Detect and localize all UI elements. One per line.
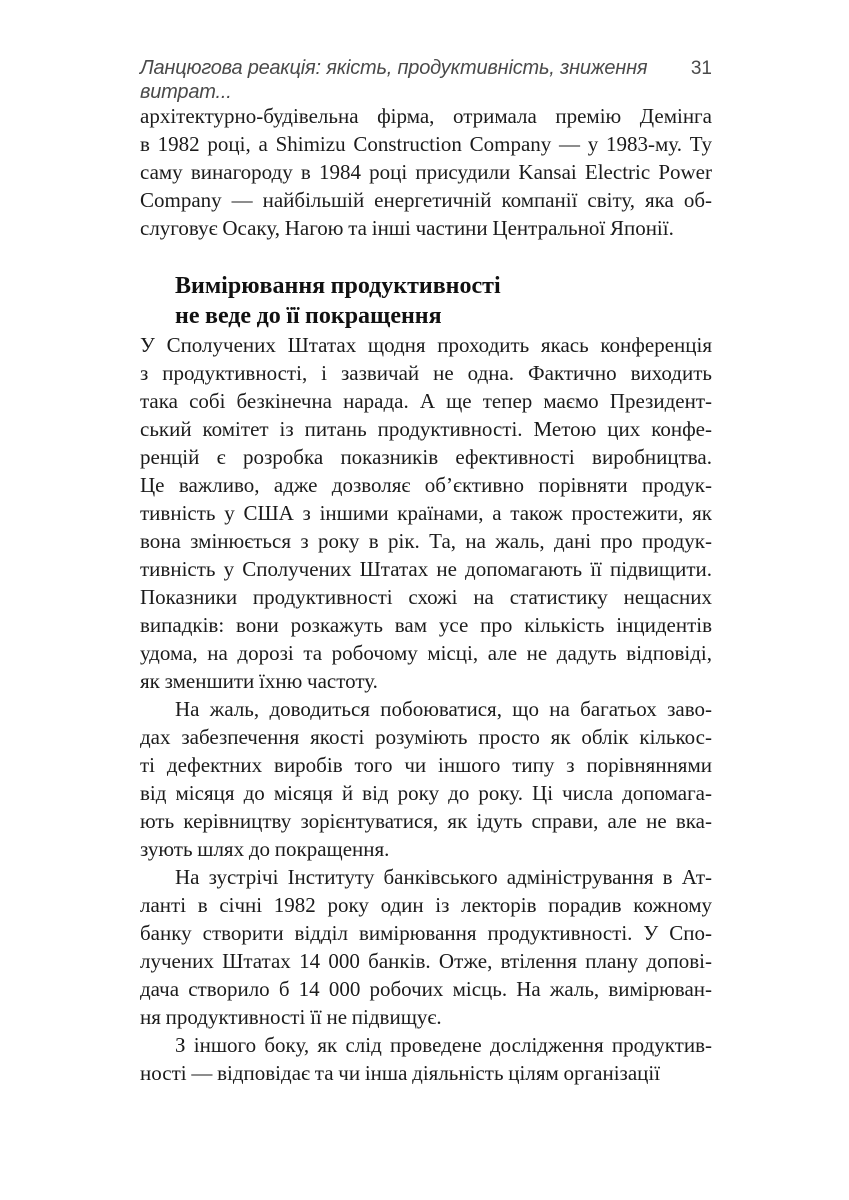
text-line: банку створити відділ вимірювання продуктивності. У Спо- xyxy=(140,921,712,945)
text-line: На жаль, доводиться побоюватися, що на багатьох заво- xyxy=(175,697,712,721)
text-line: ють керівництву зорієнтуватися, як ідуть справи, але не вка- xyxy=(140,809,712,833)
text-line: слуговує Осаку, Нагою та інші частини Центральної Японії. xyxy=(140,216,674,240)
paragraph xyxy=(140,695,712,863)
text-line: дах забезпечення якості розуміють просто як облік кількос- xyxy=(140,725,712,749)
text-line: На зустрічі Інституту банківського адміністрування в Ат- xyxy=(175,865,712,889)
heading-line: Вимірювання продуктивності xyxy=(175,273,501,299)
text-line: від місяця до місяця й від року до року. Ці числа допомага- xyxy=(140,781,712,805)
paragraph xyxy=(140,331,712,695)
text-line: як зменшити їхню частоту. xyxy=(140,669,378,693)
text-line: в 1982 році, а Shimizu Construction Company — у 1983-му. Ту xyxy=(140,132,712,156)
text-line: вона змінюється з року в рік. Та, на жаль, дані про продук- xyxy=(140,529,712,553)
text-line: ський комітет із питань продуктивності. Метою цих конфе- xyxy=(140,417,712,441)
paragraph xyxy=(140,102,712,242)
text-line: ренцій є розробка показників ефективності виробництва. xyxy=(140,445,712,469)
text-line: випадків: вони розкажуть вам усе про кількість інцидентів xyxy=(140,613,712,637)
text-line: зують шлях до покращення. xyxy=(140,837,390,861)
text-line: дача створило б 14 000 робочих місць. На жаль, вимірюван- xyxy=(140,977,712,1001)
heading-line: не веде до її покращення xyxy=(175,303,442,329)
text-line: ті дефектних виробів того чи іншого типу з порівняннями xyxy=(140,753,712,777)
text-line: Це важливо, адже дозволяє об’єктивно порівняти продук- xyxy=(140,473,712,497)
running-header xyxy=(140,56,712,104)
text-line: Company — найбільшій енергетичній компанії світу, яка об- xyxy=(140,188,712,212)
text-line: ня продуктивності її не підвищує. xyxy=(140,1005,442,1029)
text-line: тивність у Сполучених Штатах не допомагають її підвищити. xyxy=(140,557,712,581)
text-line: З іншого боку, як слід проведене дослідження продуктив- xyxy=(175,1033,712,1057)
text-line: У Сполучених Штатах щодня проходить якась конференція xyxy=(140,333,712,357)
text-line: саму винагороду в 1984 році присудили Kansai Electric Power xyxy=(140,160,712,184)
running-title: Ланцюгова реакція: якість, продуктивність, зниження витрат... xyxy=(140,57,648,103)
page-number: 31 xyxy=(690,58,712,79)
paragraph xyxy=(140,1031,712,1087)
text-line: удома, на дорозі та робочому місці, але не дадуть відповіді, xyxy=(140,641,712,665)
section-heading xyxy=(140,271,712,331)
text-line: тивність у США з іншими країнами, а також простежити, як xyxy=(140,501,712,525)
text-line: Показники продуктивності схожі на статистику нещасних xyxy=(140,585,712,609)
text-line: ності — відповідає та чи інша діяльність цілям організації xyxy=(140,1061,661,1085)
page-body xyxy=(140,102,712,1087)
text-line: лучених Штатах 14 000 банків. Отже, втілення плану допові- xyxy=(140,949,712,973)
text-line: ланті в січні 1982 року один із лекторів порадив кожному xyxy=(140,893,712,917)
paragraph xyxy=(140,863,712,1031)
text-line: така собі безкінечна нарада. А ще тепер маємо Президент- xyxy=(140,389,712,413)
text-line: архітектурно-будівельна фірма, отримала премію Демінга xyxy=(140,104,712,128)
text-line: з продуктивності, і зазвичай не одна. Фактично виходить xyxy=(140,361,712,385)
